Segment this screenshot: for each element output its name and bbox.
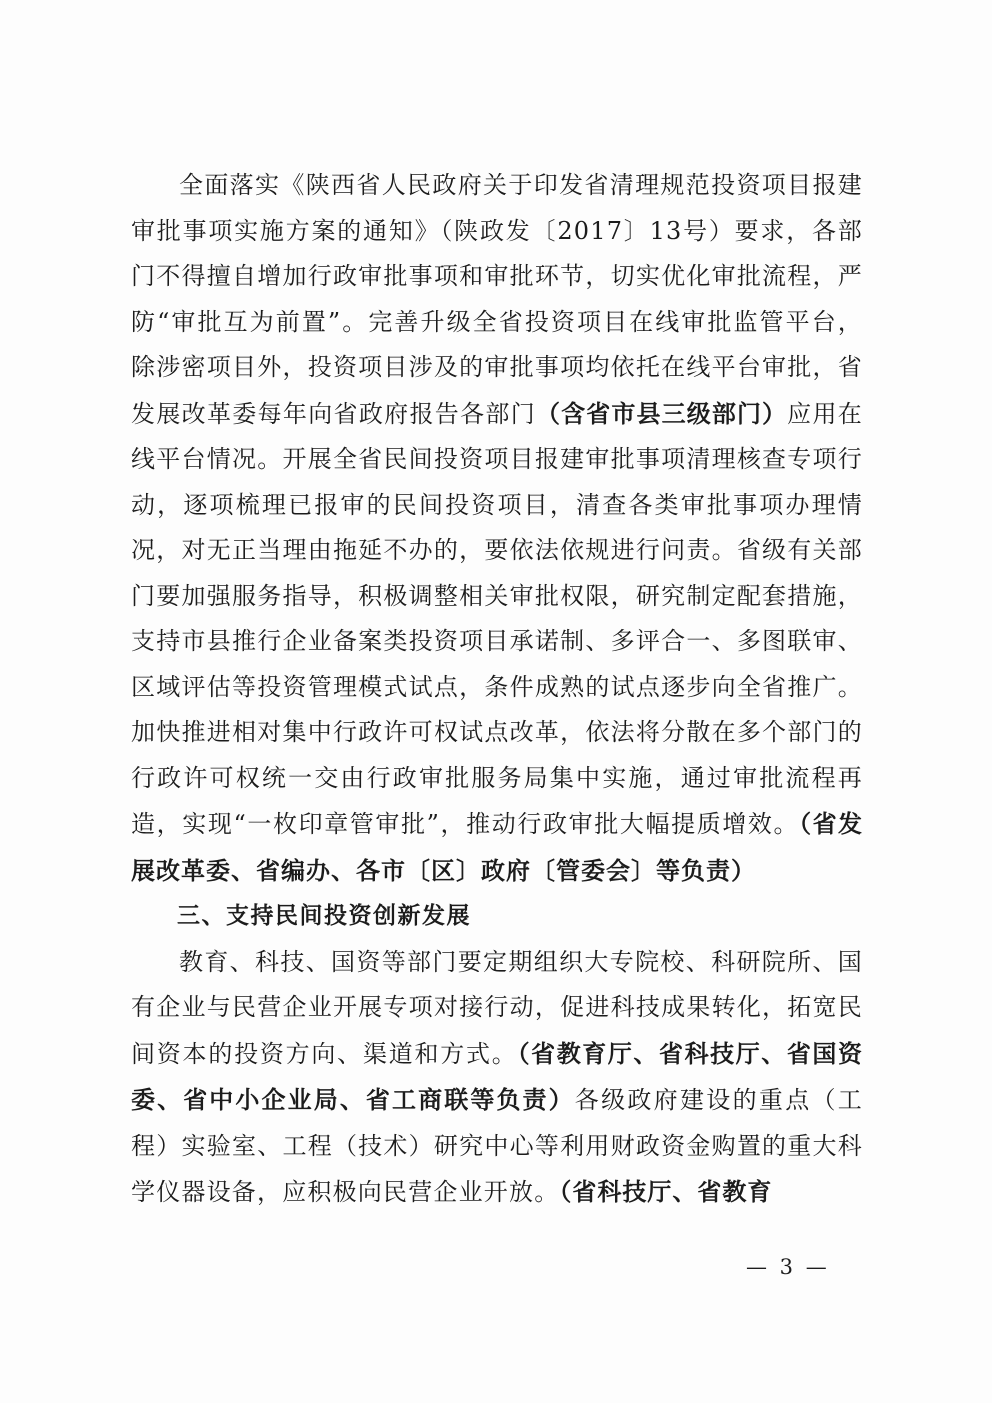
paragraph-approval-reform: [131, 163, 863, 894]
paragraph-innovation: [131, 940, 863, 1216]
responsible-agencies: （省教育厅、省科技厅、省国资委、省中小企业局、省工商联等负责）: [131, 1038, 864, 1114]
responsible-agencies: （省发展改革委、省编办、各市〔区〕政府〔管委会〕等负责）: [131, 809, 864, 885]
paragraph-text-continued: 各级政府建设的重点（工程）实验室、工程（技术）研究中心等利用财政资金购置的重大科学仪器设备，应积极向民营企业开放。: [131, 1086, 864, 1206]
page-number: — 3 —: [746, 1255, 830, 1279]
paragraph-text: 全面落实《陕西省人民政府关于印发省清理规范投资项目报建审批事项实施方案的通知》（陕政发〔2017〕13号）要求，各部门不得擅自增加行政审批事项和审批环节，切实优化审批流程，严防“审批互为前置”。完善升级全省投资项目在线审批监管平台，除涉密项目外，投资项目涉及的审批事项均依托在线平台审批，省发展改革委每年向省政府报告各部门: [131, 171, 863, 428]
paragraph-text-continued: 应用在线平台情况。开展全省民间投资项目报建审批事项清理核查专项行动，逐项梳理已报审的民间投资项目，清查各类审批事项办理情况，对无正当理由拖延不办的，要依法依规进行问责。省级有关部门要加强服务指导，积极调整相关审批权限，研究制定配套措施，支持市县推行企业备案类投资项目承诺制、多评合一、多图联审、区域评估等投资管理模式试点，条件成熟的试点逐步向全省推广。加快推进相对集中行政许可权试点改革，依法将分散在多个部门的行政许可权统一交由行政审批服务局集中实施，通过审批流程再造，实现“一枚印章管审批”，推动行政审批大幅提质增效。: [131, 399, 863, 838]
paragraph-text: 教育、科技、国资等部门要定期组织大专院校、科研院所、国有企业与民营企业开展专项对接行动，促进科技成果转化，拓宽民间资本的投资方向、渠道和方式。: [131, 947, 863, 1068]
section-heading: 三、支持民间投资创新发展: [177, 903, 471, 929]
scope-note: （含省市县三级部门）: [536, 398, 788, 428]
responsible-agencies-partial: （省科技厅、省教育: [559, 1177, 773, 1206]
body-text: [131, 163, 863, 1216]
